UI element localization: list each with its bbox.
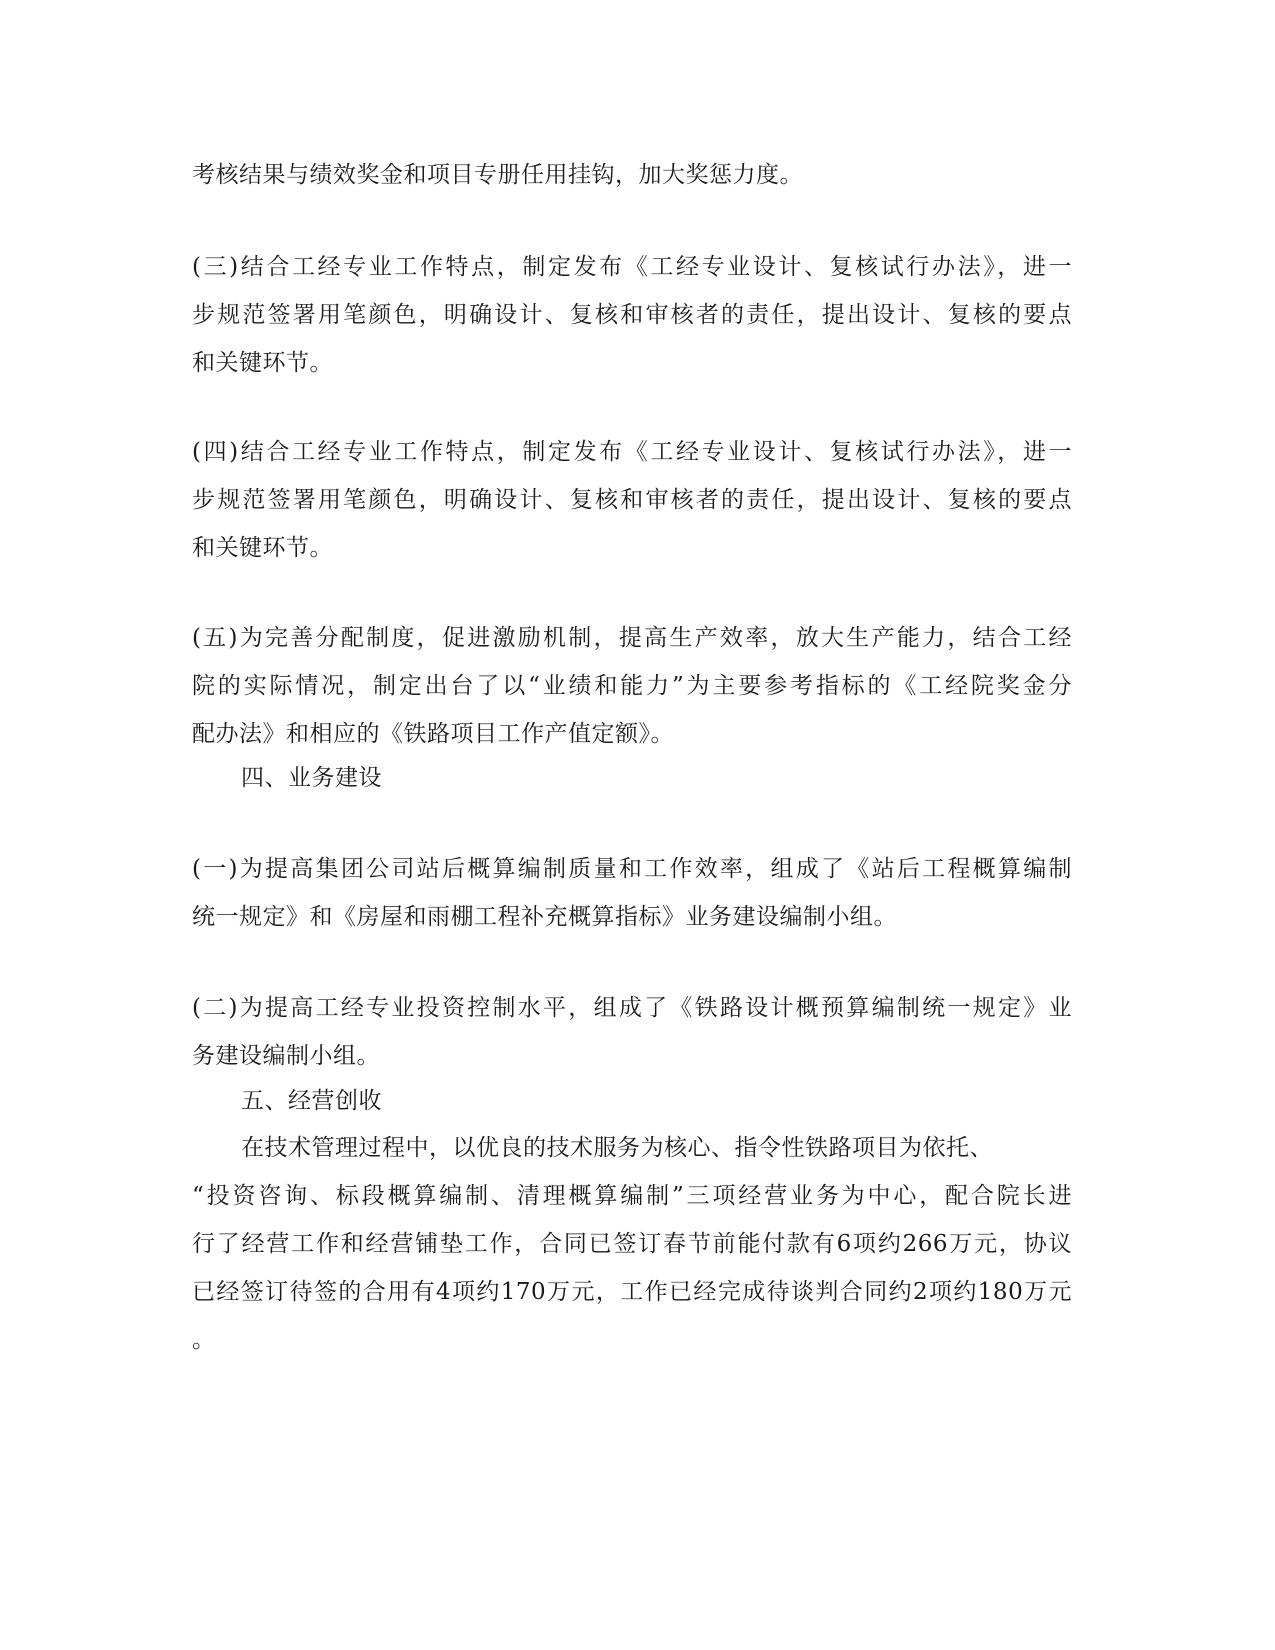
paragraph-line: 步规范签署用笔颜色，明确设计、复核和审核者的责任，提出设计、复核的要点 [192, 487, 1072, 513]
paragraph-line: 院的实际情况，制定出台了以“业绩和能力”为主要参考指标的《工经院奖金分 [192, 673, 1072, 699]
paragraph-line: (二)为提高工经专业投资控制水平，组成了《铁路设计概预算编制统一规定》业 [192, 995, 1072, 1021]
paragraph-item-5 [192, 614, 1072, 758]
paragraph-line: 统一规定》和《房屋和雨棚工程补充概算指标》业务建设编制小组。 [192, 904, 897, 930]
paragraph-line: 行了经营工作和经营铺垫工作，合同已签订春节前能付款有6项约266万元，协议 [192, 1231, 1072, 1257]
section-heading-5 [192, 1077, 1121, 1125]
paragraph-line: (五)为完善分配制度，促进激励机制，提高生产效率，放大生产能力，结合工经 [192, 625, 1072, 651]
paragraph-section4-item-2 [192, 984, 1072, 1080]
paragraph-section4-item-1 [192, 845, 1072, 941]
paragraph-line: (三)结合工经专业工作特点，制定发布《工经专业设计、复核试行办法》，进一 [192, 254, 1072, 280]
section-heading-text: 五、经营创收 [241, 1088, 382, 1114]
paragraph-line: 务建设编制小组。 [192, 1043, 380, 1069]
section-heading-4 [192, 754, 1121, 802]
paragraph-line: “投资咨询、标段概算编制、清理概算编制”三项经营业务为中心，配合院长进 [192, 1183, 1072, 1209]
paragraph-line: 已经签订待签的合用有4项约170万元，工作已经完成待谈判合同约2项约180万元 [192, 1279, 1072, 1305]
paragraph-line: 步规范签署用笔颜色，明确设计、复核和审核者的责任，提出设计、复核的要点 [192, 302, 1072, 328]
paragraph-item-4 [192, 428, 1072, 572]
paragraph-line: 配办法》和相应的《铁路项目工作产值定额》。 [192, 721, 674, 747]
paragraph-item-3 [192, 243, 1072, 387]
paragraph-carryover [192, 151, 1072, 199]
paragraph-line: 和关键环节。 [192, 350, 333, 376]
paragraph-line: 和关键环节。 [192, 535, 333, 561]
paragraph-line: 。 [192, 1327, 216, 1353]
section-heading-text: 四、业务建设 [241, 765, 382, 791]
paragraph-line: 考核结果与绩效奖金和项目专册任用挂钩，加大奖惩力度。 [192, 162, 803, 188]
paragraph-line: (四)结合工经专业工作特点，制定发布《工经专业设计、复核试行办法》，进一 [192, 439, 1072, 465]
paragraph-line: (一)为提高集团公司站后概算编制质量和工作效率，组成了《站后工程概算编制 [192, 856, 1072, 882]
paragraph-line: 在技术管理过程中，以优良的技术服务为核心、指令性铁路项目为依托、 [241, 1135, 993, 1161]
paragraph-section5-body [192, 1124, 1072, 1364]
